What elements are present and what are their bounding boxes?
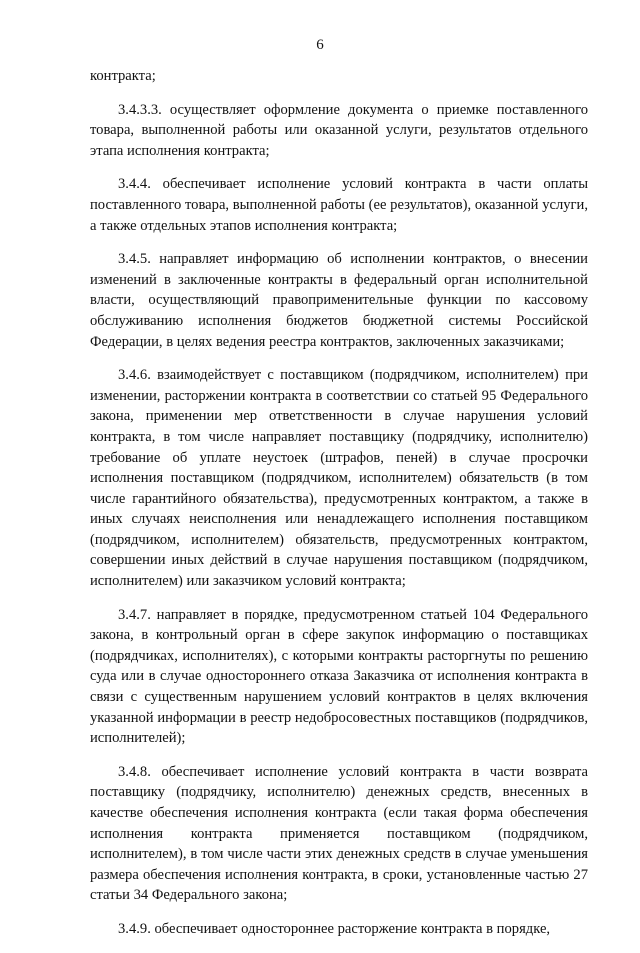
page-number: 6 bbox=[316, 37, 324, 53]
paragraph-3-4-4: 3.4.4. обеспечивает исполнение условий контракта в части оплаты поставленного товара, выполненной работы (ее результатов), оказанной услуги, а также отдельных этапов исполнения контракта; bbox=[90, 176, 588, 234]
paragraph-3-4-7: 3.4.7. направляет в порядке, предусмотренном статьей 104 Федерального закона, в контрольный орган в сфере закупок информацию о поставщиках (подрядчиках, исполнителях), с которыми контракты расторгнуты по решению суда или в случае одностороннего отказа Заказчика от исполнения контракта в связи с существенным нарушением условий контрактов в целях включения указанной информации в реестр недобросовестных поставщиков (подрядчиков, исполнителей); bbox=[90, 606, 588, 747]
paragraph-3-4-5: 3.4.5. направляет информацию об исполнении контрактов, о внесении изменений в заключенные контракты в федеральный орган исполнительной власти, осуществляющий правоприменительные функции по кассовому обслуживанию исполнения бюджетов бюджетной системы Российской Федерации, в целях ведения реестра контрактов, заключенных заказчиками; bbox=[90, 251, 588, 350]
paragraph-continuation: контракта; bbox=[90, 68, 156, 84]
paragraph-3-4-3-3: 3.4.3.3. осуществляет оформление документа о приемке поставленного товара, выполненной работы или оказанной услуги, результатов отдельного этапа исполнения контракта; bbox=[90, 101, 588, 159]
document-body bbox=[90, 66, 588, 953]
paragraph-3-4-8: 3.4.8. обеспечивает исполнение условий контракта в части возврата поставщику (подрядчику, исполнителю) денежных средств, внесенных в качестве обеспечения исполнения контракта (если такая форма обеспечения исполнения контракта применяется поставщиком (подрядчиком, исполнителем), в том числе части этих денежных средств в случае уменьшения размера обеспечения исполнения контракта, в сроки, установленные частью 27 статьи 34 Федерального закона; bbox=[90, 763, 588, 904]
paragraph-3-4-9: 3.4.9. обеспечивает одностороннее расторжение контракта в порядке, bbox=[118, 920, 551, 937]
paragraph-3-4-6: 3.4.6. взаимодействует с поставщиком (подрядчиком, исполнителем) при изменении, расторжении контракта в соответствии со статьей 95 Федерального закона, применении мер ответственности в случае нарушения условий контракта, в том числе направляет поставщику (подрядчику, исполнителю) требование об уплате неустоек (штрафов, пеней) в случае просрочки исполнения поставщиком (подрядчиком, исполнителем) обязательств (в том числе гарантийного обязательства), предусмотренных контрактом, а также в иных случаях неисполнения или ненадлежащего исполнения поставщиком (подрядчиком, исполнителем) обязательств, предусмотренных контрактом, совершении иных действий в случае нарушения поставщиком (подрядчиком, исполнителем) или заказчиком условий контракта; bbox=[90, 367, 588, 590]
